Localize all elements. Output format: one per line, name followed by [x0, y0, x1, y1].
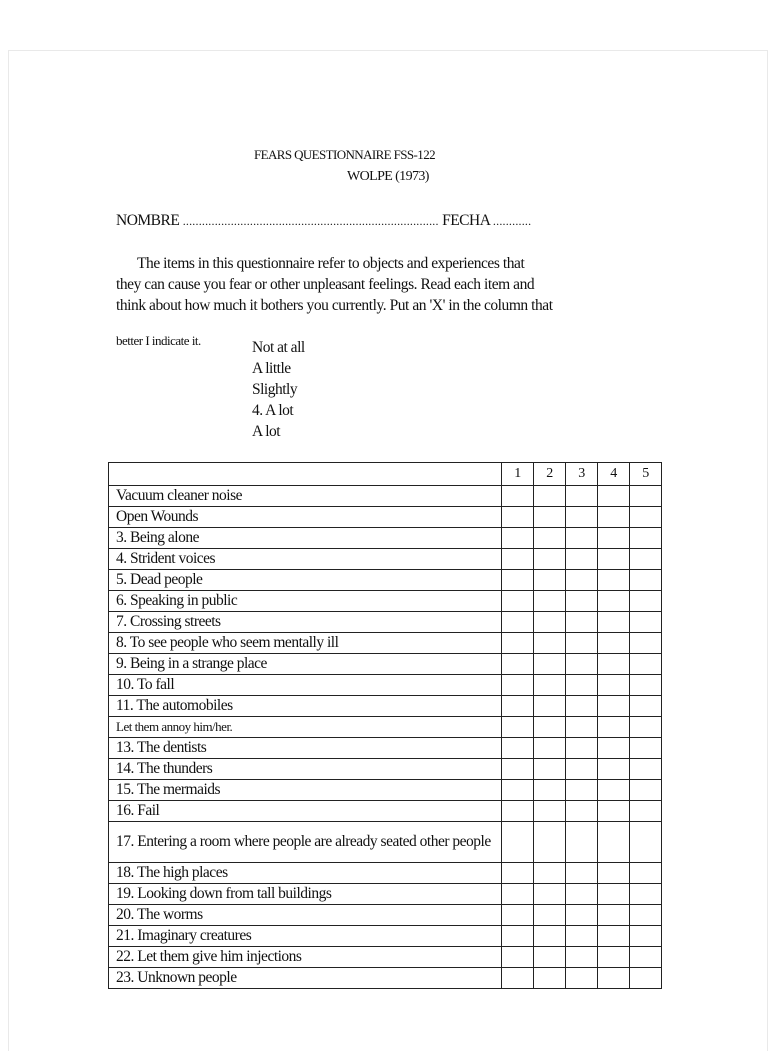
- rating-cell-4[interactable]: [598, 696, 630, 717]
- rating-cell-2[interactable]: [534, 717, 566, 738]
- rating-cell-4[interactable]: [598, 612, 630, 633]
- rating-cell-2[interactable]: [534, 801, 566, 822]
- rating-cell-2[interactable]: [534, 968, 566, 989]
- instructions: [116, 253, 576, 316]
- rating-cell-3[interactable]: [566, 968, 598, 989]
- fear-item-label: 14. The thunders: [109, 759, 502, 780]
- rating-cell-3[interactable]: [566, 926, 598, 947]
- fear-item-label: 7. Crossing streets: [109, 612, 502, 633]
- table-row: [109, 968, 662, 989]
- rating-cell-1[interactable]: [502, 612, 534, 633]
- scale-option: A lot: [252, 423, 281, 440]
- rating-scale: [252, 337, 305, 442]
- rating-cell-5[interactable]: [630, 486, 662, 507]
- rating-cell-1[interactable]: [502, 654, 534, 675]
- rating-cell-3[interactable]: [566, 884, 598, 905]
- rating-cell-5[interactable]: [630, 926, 662, 947]
- rating-cell-4[interactable]: [598, 570, 630, 591]
- rating-cell-2[interactable]: [534, 947, 566, 968]
- rating-cell-4[interactable]: [598, 654, 630, 675]
- rating-cell-2[interactable]: [534, 884, 566, 905]
- name-label: NOMBRE: [116, 212, 180, 229]
- questionnaire-title: FEARS QUESTIONNAIRE FSS-122: [254, 147, 435, 162]
- rating-cell-1[interactable]: [502, 926, 534, 947]
- rating-cell-4[interactable]: [598, 738, 630, 759]
- rating-cell-2[interactable]: [534, 612, 566, 633]
- table-row: [109, 654, 662, 675]
- instruction-continuation: better I indicate it.: [116, 333, 201, 348]
- rating-cell-3[interactable]: [566, 570, 598, 591]
- rating-cell-3[interactable]: [566, 633, 598, 654]
- rating-cell-5[interactable]: [630, 549, 662, 570]
- rating-cell-1[interactable]: [502, 717, 534, 738]
- rating-cell-1[interactable]: [502, 884, 534, 905]
- table-header-row: [109, 463, 662, 486]
- column-header-2: 2: [534, 463, 566, 486]
- table-row: [109, 591, 662, 612]
- rating-cell-4[interactable]: [598, 528, 630, 549]
- name-date-line: [116, 212, 531, 230]
- rating-cell-4[interactable]: [598, 780, 630, 801]
- instruction-line: The items in this questionnaire refer to objects and experiences that: [137, 255, 525, 272]
- rating-cell-4[interactable]: [598, 884, 630, 905]
- rating-cell-1[interactable]: [502, 633, 534, 654]
- name-blank: ................................................................................: [182, 214, 439, 228]
- scale-option: Not at all: [252, 339, 305, 356]
- fear-item-label: Vacuum cleaner noise: [109, 486, 502, 507]
- rating-cell-5[interactable]: [630, 507, 662, 528]
- date-label: FECHA: [442, 212, 490, 229]
- rating-cell-1[interactable]: [502, 968, 534, 989]
- rating-cell-1[interactable]: [502, 696, 534, 717]
- rating-cell-1[interactable]: [502, 822, 534, 863]
- column-header-3: 3: [566, 463, 598, 486]
- fear-item-label: 18. The high places: [109, 863, 502, 884]
- scale-option: A little: [252, 360, 291, 377]
- fear-item-label: 15. The mermaids: [109, 780, 502, 801]
- rating-cell-3[interactable]: [566, 759, 598, 780]
- rating-cell-2[interactable]: [534, 905, 566, 926]
- table-row: [109, 675, 662, 696]
- rating-cell-1[interactable]: [502, 759, 534, 780]
- rating-cell-3[interactable]: [566, 947, 598, 968]
- fear-item-label: 10. To fall: [109, 675, 502, 696]
- table-row: [109, 717, 662, 738]
- table-row: [109, 801, 662, 822]
- rating-cell-4[interactable]: [598, 759, 630, 780]
- fear-item-label: 4. Strident voices: [109, 549, 502, 570]
- rating-cell-2[interactable]: [534, 549, 566, 570]
- rating-cell-3[interactable]: [566, 654, 598, 675]
- rating-cell-3[interactable]: [566, 612, 598, 633]
- table-row: [109, 947, 662, 968]
- rating-cell-2[interactable]: [534, 591, 566, 612]
- rating-cell-2[interactable]: [534, 654, 566, 675]
- item-header-cell: [109, 463, 502, 486]
- rating-cell-3[interactable]: [566, 717, 598, 738]
- rating-cell-2[interactable]: [534, 507, 566, 528]
- rating-cell-5[interactable]: [630, 738, 662, 759]
- rating-cell-3[interactable]: [566, 549, 598, 570]
- rating-cell-1[interactable]: [502, 570, 534, 591]
- rating-cell-1[interactable]: [502, 486, 534, 507]
- rating-cell-5[interactable]: [630, 633, 662, 654]
- fear-item-label: Let them annoy him/her.: [109, 717, 502, 738]
- fear-item-label: 9. Being in a strange place: [109, 654, 502, 675]
- rating-cell-4[interactable]: [598, 968, 630, 989]
- rating-cell-3[interactable]: [566, 780, 598, 801]
- table-row: [109, 863, 662, 884]
- rating-cell-5[interactable]: [630, 696, 662, 717]
- rating-cell-5[interactable]: [630, 968, 662, 989]
- rating-cell-3[interactable]: [566, 696, 598, 717]
- rating-cell-1[interactable]: [502, 801, 534, 822]
- rating-cell-5[interactable]: [630, 528, 662, 549]
- fear-item-label: Open Wounds: [109, 507, 502, 528]
- rating-cell-5[interactable]: [630, 612, 662, 633]
- rating-cell-2[interactable]: [534, 738, 566, 759]
- rating-cell-2[interactable]: [534, 528, 566, 549]
- fear-item-label: 3. Being alone: [109, 528, 502, 549]
- instruction-line: they can cause you fear or other unpleasant feelings. Read each item and: [116, 276, 535, 293]
- rating-cell-2[interactable]: [534, 675, 566, 696]
- rating-cell-3[interactable]: [566, 591, 598, 612]
- rating-cell-3[interactable]: [566, 528, 598, 549]
- rating-cell-2[interactable]: [534, 822, 566, 863]
- rating-cell-3[interactable]: [566, 675, 598, 696]
- fear-item-label: 5. Dead people: [109, 570, 502, 591]
- rating-cell-4[interactable]: [598, 591, 630, 612]
- rating-cell-1[interactable]: [502, 507, 534, 528]
- table-row: [109, 780, 662, 801]
- fear-item-label: 11. The automobiles: [109, 696, 502, 717]
- rating-cell-5[interactable]: [630, 947, 662, 968]
- instruction-line: think about how much it bothers you currently. Put an 'X' in the column that: [116, 297, 553, 314]
- rating-cell-4[interactable]: [598, 549, 630, 570]
- rating-cell-5[interactable]: [630, 570, 662, 591]
- rating-cell-2[interactable]: [534, 926, 566, 947]
- fear-item-label: 20. The worms: [109, 905, 502, 926]
- scale-option: 4. A lot: [252, 402, 294, 419]
- rating-cell-2[interactable]: [534, 863, 566, 884]
- rating-cell-5[interactable]: [630, 675, 662, 696]
- table-row: [109, 612, 662, 633]
- column-header-4: 4: [598, 463, 630, 486]
- rating-cell-4[interactable]: [598, 507, 630, 528]
- rating-cell-5[interactable]: [630, 654, 662, 675]
- questionnaire-subtitle: WOLPE (1973): [347, 169, 429, 184]
- rating-cell-3[interactable]: [566, 507, 598, 528]
- rating-cell-3[interactable]: [566, 801, 598, 822]
- rating-cell-4[interactable]: [598, 486, 630, 507]
- date-blank: ............: [492, 214, 532, 228]
- table-row: [109, 633, 662, 654]
- rating-cell-2[interactable]: [534, 696, 566, 717]
- rating-cell-4[interactable]: [598, 863, 630, 884]
- fear-item-label: 6. Speaking in public: [109, 591, 502, 612]
- rating-cell-5[interactable]: [630, 863, 662, 884]
- table-row: [109, 549, 662, 570]
- fear-item-label: 21. Imaginary creatures: [109, 926, 502, 947]
- table-row: [109, 696, 662, 717]
- rating-cell-4[interactable]: [598, 717, 630, 738]
- rating-cell-5[interactable]: [630, 591, 662, 612]
- fear-item-label: 16. Fail: [109, 801, 502, 822]
- rating-cell-1[interactable]: [502, 780, 534, 801]
- table-row: [109, 759, 662, 780]
- rating-cell-4[interactable]: [598, 926, 630, 947]
- rating-cell-2[interactable]: [534, 570, 566, 591]
- rating-cell-3[interactable]: [566, 486, 598, 507]
- rating-cell-5[interactable]: [630, 884, 662, 905]
- rating-cell-3[interactable]: [566, 822, 598, 863]
- column-header-5: 5: [630, 463, 662, 486]
- table-row: [109, 822, 662, 863]
- rating-cell-5[interactable]: [630, 759, 662, 780]
- fear-items-table: [108, 462, 662, 989]
- rating-cell-2[interactable]: [534, 633, 566, 654]
- rating-cell-4[interactable]: [598, 633, 630, 654]
- rating-cell-4[interactable]: [598, 822, 630, 863]
- table-row: [109, 905, 662, 926]
- rating-cell-2[interactable]: [534, 780, 566, 801]
- rating-cell-2[interactable]: [534, 486, 566, 507]
- rating-cell-4[interactable]: [598, 801, 630, 822]
- rating-cell-4[interactable]: [598, 905, 630, 926]
- rating-cell-1[interactable]: [502, 549, 534, 570]
- table-row: [109, 486, 662, 507]
- rating-cell-1[interactable]: [502, 738, 534, 759]
- scale-option: Slightly: [252, 381, 298, 398]
- rating-cell-5[interactable]: [630, 717, 662, 738]
- rating-cell-5[interactable]: [630, 905, 662, 926]
- rating-cell-1[interactable]: [502, 947, 534, 968]
- rating-cell-3[interactable]: [566, 738, 598, 759]
- fear-item-label: 8. To see people who seem mentally ill: [109, 633, 502, 654]
- table-row: [109, 738, 662, 759]
- rating-cell-1[interactable]: [502, 863, 534, 884]
- fear-item-label: 13. The dentists: [109, 738, 502, 759]
- table-row: [109, 507, 662, 528]
- table-row: [109, 926, 662, 947]
- fear-item-label: 23. Unknown people: [109, 968, 502, 989]
- column-header-1: 1: [502, 463, 534, 486]
- rating-cell-5[interactable]: [630, 801, 662, 822]
- rating-cell-1[interactable]: [502, 528, 534, 549]
- fear-item-label: 17. Entering a room where people are already seated other people: [109, 822, 502, 863]
- rating-cell-2[interactable]: [534, 759, 566, 780]
- rating-cell-3[interactable]: [566, 905, 598, 926]
- rating-cell-5[interactable]: [630, 822, 662, 863]
- rating-cell-3[interactable]: [566, 863, 598, 884]
- table-row: [109, 528, 662, 549]
- rating-cell-5[interactable]: [630, 780, 662, 801]
- rating-cell-1[interactable]: [502, 675, 534, 696]
- fear-item-label: 19. Looking down from tall buildings: [109, 884, 502, 905]
- table-row: [109, 884, 662, 905]
- table-row: [109, 570, 662, 591]
- fear-item-label: 22. Let them give him injections: [109, 947, 502, 968]
- rating-cell-1[interactable]: [502, 905, 534, 926]
- rating-cell-4[interactable]: [598, 675, 630, 696]
- rating-cell-4[interactable]: [598, 947, 630, 968]
- rating-cell-1[interactable]: [502, 591, 534, 612]
